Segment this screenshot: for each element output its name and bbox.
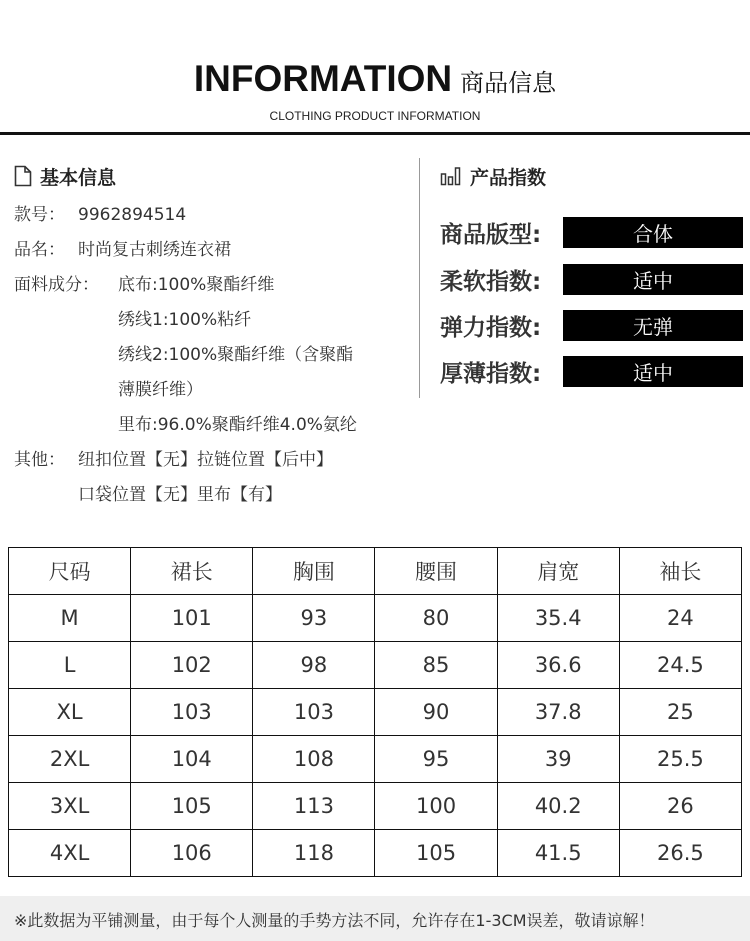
title-english: INFORMATION: [193, 58, 453, 99]
table-cell: 24.5: [619, 642, 741, 689]
table-header-cell: 尺码: [9, 548, 131, 595]
table-cell: 108: [253, 736, 375, 783]
table-cell: 118: [253, 830, 375, 877]
table-cell: 24: [619, 595, 741, 642]
style-number-row: [14, 198, 414, 233]
table-cell: 37.8: [497, 689, 619, 736]
table-cell: 104: [131, 736, 253, 783]
style-number-value: 9962894514: [78, 205, 187, 225]
page-title: [0, 58, 750, 100]
table-cell: 101: [131, 595, 253, 642]
page-header: [0, 0, 750, 140]
table-row: [9, 830, 742, 877]
measurement-note: ※此数据为平铺测量，由于每个人测量的手势方法不同，允许存在1-3CM误差，敬请谅解！: [14, 911, 655, 930]
table-header-cell: 肩宽: [497, 548, 619, 595]
measurement-note-bar: [0, 896, 750, 941]
fabric-row: [14, 268, 414, 443]
index-value-badge: 适中: [563, 264, 743, 295]
index-value-badge: 适中: [563, 356, 743, 387]
table-cell: 95: [375, 736, 497, 783]
table-cell: 25: [619, 689, 741, 736]
table-cell: M: [9, 595, 131, 642]
table-cell: XL: [9, 689, 131, 736]
table-cell: 80: [375, 595, 497, 642]
fabric-label: 面料成分：: [14, 275, 99, 295]
index-value-badge: 无弹: [563, 310, 743, 341]
table-cell: 113: [253, 783, 375, 830]
table-cell: 35.4: [497, 595, 619, 642]
other-row: [14, 443, 414, 513]
fabric-composition: [118, 268, 357, 443]
basic-info-title: 基本信息: [40, 166, 117, 189]
table-row: [9, 595, 742, 642]
fabric-line: 里布:96.0%聚酯纤维4.0%氨纶: [118, 415, 357, 435]
table-row: [9, 642, 742, 689]
fabric-line: 底布:100%聚酯纤维: [118, 275, 275, 295]
document-icon: [14, 165, 32, 187]
table-cell: 2XL: [9, 736, 131, 783]
section-divider: [419, 158, 420, 398]
table-row: [9, 689, 742, 736]
page-subtitle: CLOTHING PRODUCT INFORMATION: [269, 109, 481, 123]
table-cell: 25.5: [619, 736, 741, 783]
fabric-line: 绣线1:100%粘纤: [118, 310, 252, 330]
table-cell: 36.6: [497, 642, 619, 689]
table-cell: 105: [375, 830, 497, 877]
table-row: [9, 783, 742, 830]
product-name-row: [14, 233, 414, 268]
index-fit-row: [440, 216, 743, 249]
product-name-label: 品名：: [14, 240, 65, 260]
table-header-cell: 腰围: [375, 548, 497, 595]
table-cell: 102: [131, 642, 253, 689]
index-thickness-row: [440, 355, 743, 388]
table-cell: 3XL: [9, 783, 131, 830]
index-label: 厚薄指数:: [440, 361, 542, 387]
table-header-cell: 袖长: [619, 548, 741, 595]
title-chinese: 商品信息: [460, 69, 557, 97]
table-header-row: [9, 548, 742, 595]
table-cell: 26: [619, 783, 741, 830]
table-row: [9, 736, 742, 783]
product-name-value: 时尚复古刺绣连衣裙: [78, 240, 231, 260]
other-line: 口袋位置【无】里布【有】: [78, 485, 282, 505]
fabric-line: 薄膜纤维）: [118, 380, 203, 400]
style-number-label: 款号：: [14, 205, 65, 225]
product-index-heading: [440, 160, 745, 192]
product-index-section: [440, 160, 745, 387]
index-label: 商品版型:: [440, 222, 542, 248]
table-cell: L: [9, 642, 131, 689]
index-label: 柔软指数:: [440, 269, 542, 295]
product-index-title: 产品指数: [470, 166, 547, 189]
table-cell: 85: [375, 642, 497, 689]
table-cell: 90: [375, 689, 497, 736]
table-header-cell: 胸围: [253, 548, 375, 595]
table-cell: 98: [253, 642, 375, 689]
table-cell: 40.2: [497, 783, 619, 830]
table-cell: 100: [375, 783, 497, 830]
table-header-cell: 裙长: [131, 548, 253, 595]
index-label: 弹力指数:: [440, 315, 542, 341]
index-elasticity-row: [440, 309, 743, 342]
other-label: 其他：: [14, 450, 65, 470]
table-cell: 4XL: [9, 830, 131, 877]
bar-chart-icon: [440, 166, 462, 186]
table-cell: 106: [131, 830, 253, 877]
basic-info-heading: [14, 160, 414, 192]
table-cell: 41.5: [497, 830, 619, 877]
other-details: [78, 443, 333, 513]
table-cell: 105: [131, 783, 253, 830]
fabric-line: 绣线2:100%聚酯纤维（含聚酯: [118, 345, 354, 365]
header-divider: [0, 132, 750, 135]
basic-info-section: [14, 160, 414, 505]
table-cell: 103: [253, 689, 375, 736]
size-chart-table: [8, 547, 742, 877]
index-softness-row: [440, 263, 743, 296]
table-cell: 26.5: [619, 830, 741, 877]
table-cell: 93: [253, 595, 375, 642]
table-cell: 103: [131, 689, 253, 736]
index-value-badge: 合体: [563, 217, 743, 248]
table-cell: 39: [497, 736, 619, 783]
other-line: 纽扣位置【无】拉链位置【后中】: [78, 450, 333, 470]
